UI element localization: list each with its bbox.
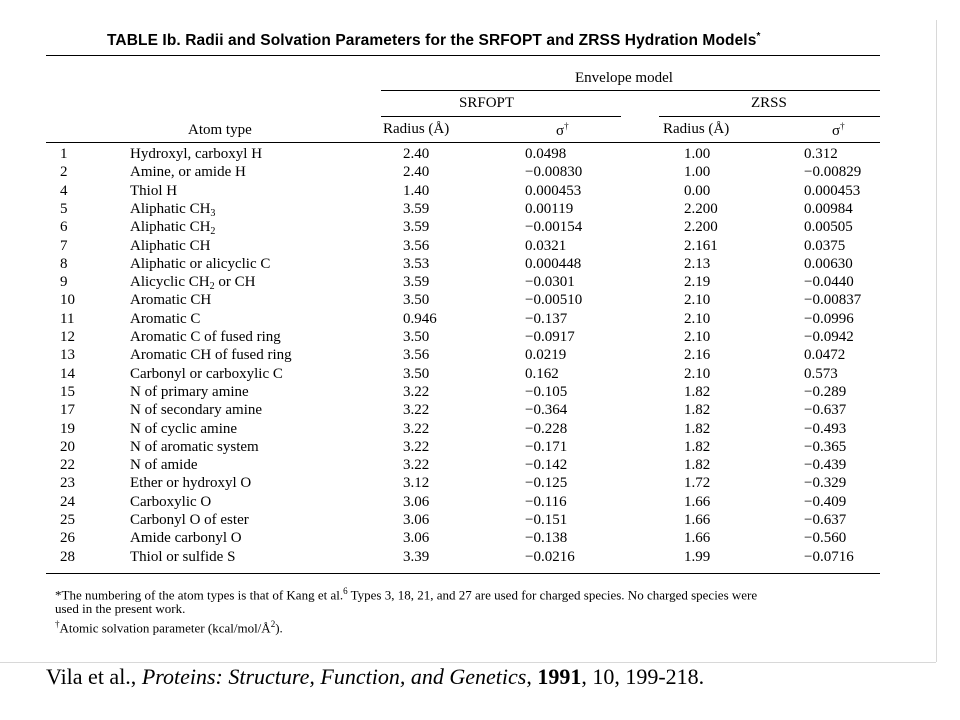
atom-number-cell: 19 bbox=[60, 420, 75, 437]
srfopt-radius-cell: 2.40 bbox=[403, 146, 430, 162]
atom-number-cell: 9 bbox=[60, 274, 68, 291]
table-row bbox=[0, 529, 960, 547]
zrss-sigma-cell: −0.00829 bbox=[804, 164, 862, 181]
table-row bbox=[0, 511, 960, 529]
atom-type-cell bbox=[130, 548, 235, 566]
atom-number-cell: 25 bbox=[60, 512, 75, 528]
atom-type-cell bbox=[130, 474, 251, 492]
table-row bbox=[0, 237, 960, 255]
atom-type-text: Thiol or sulfide S bbox=[130, 548, 236, 565]
zrss-radius-cell: 1.82 bbox=[684, 420, 711, 437]
zrss-sigma-cell: −0.0716 bbox=[804, 548, 854, 565]
srfopt-radius-cell: 3.56 bbox=[403, 237, 430, 254]
table-title bbox=[107, 31, 760, 50]
citation-sep: , bbox=[526, 664, 538, 689]
zrss-radius-cell: 1.82 bbox=[684, 383, 711, 400]
atom-number-cell: 20 bbox=[60, 438, 75, 455]
srfopt-sigma-cell: −0.171 bbox=[525, 438, 568, 455]
srfopt-radius-cell: 2.40 bbox=[403, 164, 430, 181]
atom-number-cell: 15 bbox=[60, 383, 75, 400]
table-row bbox=[0, 346, 960, 364]
srfopt-radius-cell: 3.06 bbox=[403, 530, 430, 547]
zrss-sigma-cell: −0.409 bbox=[804, 493, 847, 510]
atom-type-text: Carbonyl O of ester bbox=[130, 512, 249, 528]
srfopt-radius-cell: 3.50 bbox=[403, 329, 430, 345]
atom-type-cell bbox=[130, 237, 210, 255]
zrss-radius-cell: 2.13 bbox=[684, 255, 711, 272]
atom-type-cell bbox=[130, 200, 215, 218]
rule-zrss bbox=[659, 116, 880, 117]
atom-type-cell bbox=[130, 328, 281, 346]
zrss-sigma-cell: −0.289 bbox=[804, 383, 847, 400]
srfopt-radius-cell: 3.06 bbox=[403, 493, 430, 510]
zrss-radius-cell: 1.72 bbox=[684, 475, 711, 492]
atom-type-cell bbox=[130, 291, 211, 309]
zrss-radius-cell: 2.10 bbox=[684, 365, 711, 382]
srfopt-radius-cell: 3.59 bbox=[403, 274, 430, 291]
table-row bbox=[0, 255, 960, 273]
table-row bbox=[0, 200, 960, 218]
zrss-radius-cell: 1.82 bbox=[684, 457, 711, 474]
srfopt-sigma-cell: −0.228 bbox=[525, 420, 568, 437]
atom-number-cell: 5 bbox=[60, 200, 68, 217]
zrss-sigma-cell: −0.493 bbox=[804, 420, 847, 437]
table-row bbox=[0, 383, 960, 401]
atom-type-text: N of primary amine bbox=[130, 383, 249, 400]
zrss-sigma-cell: 0.00505 bbox=[804, 219, 853, 236]
footnote-3-text-b: ). bbox=[275, 620, 283, 636]
srfopt-radius-cell: 3.22 bbox=[403, 457, 430, 474]
atom-type-cell bbox=[130, 145, 262, 163]
atom-type-suffix: or CH bbox=[214, 274, 256, 291]
zrss-radius-cell: 1.66 bbox=[684, 493, 711, 510]
zrss-sigma-cell: −0.329 bbox=[804, 475, 847, 492]
table-row bbox=[0, 310, 960, 328]
srfopt-sigma-cell: −0.00830 bbox=[525, 164, 583, 181]
atom-number-cell: 24 bbox=[60, 493, 75, 510]
rule-header-bottom bbox=[46, 142, 880, 143]
atom-type-text: Aromatic C bbox=[130, 310, 201, 327]
atom-number-cell: 4 bbox=[60, 182, 68, 199]
atom-type-subscript: 2 bbox=[210, 226, 216, 238]
srfopt-sigma-cell: −0.0917 bbox=[525, 329, 575, 345]
zrss-sigma-cell: −0.637 bbox=[804, 402, 847, 419]
srfopt-sigma-cell: 0.000453 bbox=[525, 182, 582, 199]
srfopt-radius-cell: 3.12 bbox=[403, 475, 430, 492]
atom-type-text: Aromatic CH bbox=[130, 292, 212, 309]
srfopt-radius-cell: 3.50 bbox=[403, 365, 430, 382]
zrss-sigma-cell: −0.365 bbox=[804, 438, 847, 455]
atom-number-cell: 8 bbox=[60, 255, 68, 272]
table-row bbox=[0, 493, 960, 511]
atom-number-cell: 1 bbox=[60, 146, 68, 162]
srfopt-sigma-cell: 0.0321 bbox=[525, 237, 567, 254]
table-row bbox=[0, 145, 960, 163]
zrss-radius-cell: 1.82 bbox=[684, 438, 711, 455]
table-title-text: TABLE Ib. Radii and Solvation Parameters for the SRFOPT and ZRSS Hydration Models bbox=[107, 32, 757, 50]
srfopt-radius-cell: 3.39 bbox=[403, 548, 430, 565]
sigma-mark: † bbox=[564, 121, 569, 131]
footnote-3-sup: 2 bbox=[270, 619, 276, 629]
table-title-mark: * bbox=[756, 31, 761, 42]
zrss-sigma-cell: 0.0472 bbox=[804, 347, 846, 364]
atom-number-cell: 2 bbox=[60, 164, 68, 181]
zrss-radius-cell: 1.66 bbox=[684, 530, 711, 547]
atom-number-cell: 14 bbox=[60, 365, 75, 382]
atom-type-text: Aliphatic CH bbox=[130, 219, 211, 236]
footnote-1-text-b: Types 3, 18, 21, and 27 are used for charged species. No charged species were bbox=[347, 587, 758, 603]
srfopt-radius-cell: 3.22 bbox=[403, 420, 430, 437]
rule-table-bottom bbox=[46, 573, 880, 574]
table-row bbox=[0, 365, 960, 383]
atom-number-cell: 12 bbox=[60, 329, 75, 345]
atom-type-text: N of amide bbox=[130, 457, 198, 474]
footnote-1-text-a: *The numbering of the atom types is that of Kang et al. bbox=[55, 587, 344, 603]
footnote-1 bbox=[55, 584, 757, 602]
table-row bbox=[0, 328, 960, 346]
citation-year: 1991 bbox=[537, 664, 582, 689]
srfopt-sigma-cell: −0.0301 bbox=[525, 274, 575, 291]
srfopt-sigma-cell: −0.151 bbox=[525, 512, 568, 528]
atom-type-text: Amine, or amide H bbox=[130, 164, 246, 181]
atom-number-cell: 22 bbox=[60, 457, 75, 474]
zrss-radius-cell: 2.161 bbox=[684, 237, 718, 254]
atom-number-cell: 28 bbox=[60, 548, 75, 565]
zrss-radius-cell: 1.00 bbox=[684, 146, 711, 162]
zrss-sigma-cell: 0.00630 bbox=[804, 255, 853, 272]
table-row bbox=[0, 401, 960, 419]
atom-type-cell bbox=[130, 383, 249, 401]
footnote-2-text: used in the present work. bbox=[55, 601, 186, 616]
atom-type-text: Carboxylic O bbox=[130, 493, 212, 510]
zrss-sigma-header bbox=[832, 121, 845, 140]
srfopt-header: SRFOPT bbox=[459, 95, 515, 111]
srfopt-radius-cell: 3.56 bbox=[403, 347, 430, 364]
zrss-radius-cell: 1.82 bbox=[684, 402, 711, 419]
sigma-symbol: σ bbox=[556, 123, 565, 139]
sigma-mark: † bbox=[840, 121, 845, 131]
atom-type-text: Aliphatic CH bbox=[130, 200, 211, 217]
atom-type-text: N of aromatic system bbox=[130, 438, 259, 455]
zrss-sigma-cell: 0.000453 bbox=[804, 182, 861, 199]
atom-number-cell: 11 bbox=[60, 310, 75, 327]
zrss-radius-header: Radius (Å) bbox=[663, 121, 730, 137]
atom-type-text: Aromatic CH of fused ring bbox=[130, 347, 292, 364]
table-row bbox=[0, 438, 960, 456]
atom-type-text: Amide carbonyl O bbox=[130, 530, 242, 547]
atom-type-cell bbox=[130, 273, 255, 291]
zrss-sigma-cell: −0.0942 bbox=[804, 329, 854, 345]
footnote-2 bbox=[55, 601, 185, 616]
table-row bbox=[0, 291, 960, 309]
atom-number-cell: 6 bbox=[60, 219, 68, 236]
rule-top bbox=[46, 55, 880, 56]
srfopt-sigma-cell: 0.00119 bbox=[525, 200, 574, 217]
srfopt-sigma-cell: −0.138 bbox=[525, 530, 568, 547]
atom-type-text: N of cyclic amine bbox=[130, 420, 238, 437]
srfopt-sigma-cell: −0.364 bbox=[525, 402, 568, 419]
table-row bbox=[0, 182, 960, 200]
srfopt-radius-cell: 1.40 bbox=[403, 182, 430, 199]
atom-type-text: Hydroxyl, carboxyl H bbox=[130, 146, 263, 162]
srfopt-radius-cell: 3.22 bbox=[403, 402, 430, 419]
srfopt-radius-cell: 3.50 bbox=[403, 292, 430, 309]
citation-rest: , 10, 199-218. bbox=[581, 664, 705, 689]
srfopt-radius-cell: 0.946 bbox=[403, 310, 437, 327]
srfopt-radius-cell: 3.59 bbox=[403, 219, 430, 236]
zrss-radius-cell: 2.19 bbox=[684, 274, 711, 291]
atom-type-text: Alicyclic CH bbox=[130, 274, 210, 291]
citation-journal: Proteins: Structure, Function, and Genetics bbox=[141, 664, 527, 689]
table-row bbox=[0, 420, 960, 438]
zrss-radius-cell: 2.200 bbox=[684, 219, 718, 236]
atom-number-cell: 13 bbox=[60, 347, 75, 364]
srfopt-sigma-cell: 0.0219 bbox=[525, 347, 567, 364]
atom-type-cell bbox=[130, 163, 246, 181]
atom-type-cell bbox=[130, 493, 211, 511]
atom-type-subscript: 2 bbox=[209, 281, 215, 293]
table-row bbox=[0, 548, 960, 566]
footnote-3-mark: † bbox=[55, 619, 60, 629]
zrss-sigma-cell: −0.560 bbox=[804, 530, 847, 547]
atom-type-cell bbox=[130, 438, 259, 456]
srfopt-sigma-cell: 0.162 bbox=[525, 365, 559, 382]
atom-type-header: Atom type bbox=[188, 122, 252, 138]
envelope-model-header: Envelope model bbox=[575, 70, 673, 86]
srfopt-sigma-cell: −0.116 bbox=[525, 493, 567, 510]
zrss-sigma-cell: 0.573 bbox=[804, 365, 838, 382]
srfopt-radius-cell: 3.22 bbox=[403, 438, 430, 455]
srfopt-radius-header: Radius (Å) bbox=[383, 121, 450, 137]
atom-type-cell bbox=[130, 310, 200, 328]
atom-type-text: N of secondary amine bbox=[130, 402, 263, 419]
zrss-sigma-cell: −0.0440 bbox=[804, 274, 854, 291]
atom-type-cell bbox=[130, 456, 197, 474]
zrss-radius-cell: 0.00 bbox=[684, 182, 711, 199]
zrss-radius-cell: 1.00 bbox=[684, 164, 711, 181]
atom-type-text: Aromatic C of fused ring bbox=[130, 329, 281, 345]
zrss-radius-cell: 1.99 bbox=[684, 548, 711, 565]
atom-type-cell bbox=[130, 346, 292, 364]
atom-type-text: Aliphatic or alicyclic C bbox=[130, 255, 271, 272]
atom-number-cell: 10 bbox=[60, 292, 75, 309]
zrss-radius-cell: 2.10 bbox=[684, 292, 711, 309]
rule-srfopt bbox=[381, 116, 621, 117]
srfopt-sigma-cell: −0.00154 bbox=[525, 219, 583, 236]
atom-type-cell bbox=[130, 255, 270, 273]
atom-type-text: Aliphatic CH bbox=[130, 237, 211, 254]
zrss-radius-cell: 2.200 bbox=[684, 200, 718, 217]
srfopt-radius-cell: 3.53 bbox=[403, 255, 430, 272]
zrss-sigma-cell: 0.00984 bbox=[804, 200, 853, 217]
rule-envelope bbox=[381, 90, 880, 91]
atom-type-text: Ether or hydroxyl O bbox=[130, 475, 252, 492]
srfopt-sigma-cell: −0.142 bbox=[525, 457, 568, 474]
srfopt-radius-cell: 3.59 bbox=[403, 200, 430, 217]
srfopt-sigma-cell: 0.0498 bbox=[525, 146, 567, 162]
zrss-radius-cell: 2.10 bbox=[684, 310, 711, 327]
atom-number-cell: 23 bbox=[60, 475, 75, 492]
srfopt-sigma-header bbox=[556, 121, 569, 140]
zrss-sigma-cell: −0.00837 bbox=[804, 292, 862, 309]
citation-authors: Vila et al., bbox=[46, 664, 142, 689]
atom-type-subscript: 3 bbox=[210, 207, 216, 219]
zrss-radius-cell: 1.66 bbox=[684, 512, 711, 528]
atom-type-text: Carbonyl or carboxylic C bbox=[130, 365, 283, 382]
atom-number-cell: 26 bbox=[60, 530, 75, 547]
table-row bbox=[0, 474, 960, 492]
atom-type-cell bbox=[130, 218, 215, 236]
table-row bbox=[0, 163, 960, 181]
srfopt-sigma-cell: −0.137 bbox=[525, 310, 568, 327]
zrss-sigma-cell: −0.637 bbox=[804, 512, 847, 528]
atom-type-cell bbox=[130, 182, 177, 200]
srfopt-sigma-cell: −0.125 bbox=[525, 475, 568, 492]
srfopt-sigma-cell: 0.000448 bbox=[525, 255, 582, 272]
atom-type-cell bbox=[130, 365, 283, 383]
zrss-radius-cell: 2.10 bbox=[684, 329, 711, 345]
atom-type-cell bbox=[130, 529, 242, 547]
atom-number-cell: 7 bbox=[60, 237, 68, 254]
table-row bbox=[0, 218, 960, 236]
table-row bbox=[0, 456, 960, 474]
table-row bbox=[0, 273, 960, 291]
footnote-1-ref: 6 bbox=[343, 586, 348, 596]
zrss-sigma-cell: −0.439 bbox=[804, 457, 847, 474]
zrss-sigma-cell: 0.0375 bbox=[804, 237, 846, 254]
atom-type-cell bbox=[130, 420, 237, 438]
srfopt-sigma-cell: −0.0216 bbox=[525, 548, 575, 565]
footnote-3-text-a: Atomic solvation parameter (kcal/mol/Å bbox=[59, 620, 271, 636]
srfopt-radius-cell: 3.22 bbox=[403, 383, 430, 400]
srfopt-radius-cell: 3.06 bbox=[403, 512, 430, 528]
atom-type-text: Thiol H bbox=[130, 182, 178, 199]
zrss-header: ZRSS bbox=[751, 95, 787, 111]
srfopt-sigma-cell: −0.105 bbox=[525, 383, 568, 400]
atom-number-cell: 17 bbox=[60, 402, 75, 419]
citation bbox=[46, 664, 704, 690]
page-bottom-line bbox=[0, 662, 936, 663]
zrss-sigma-cell: −0.0996 bbox=[804, 310, 854, 327]
atom-type-cell bbox=[130, 401, 262, 419]
zrss-sigma-cell: 0.312 bbox=[804, 146, 838, 162]
zrss-radius-cell: 2.16 bbox=[684, 347, 711, 364]
sigma-symbol: σ bbox=[832, 123, 841, 139]
atom-type-cell bbox=[130, 511, 249, 529]
footnote-3 bbox=[55, 617, 283, 635]
srfopt-sigma-cell: −0.00510 bbox=[525, 292, 583, 309]
